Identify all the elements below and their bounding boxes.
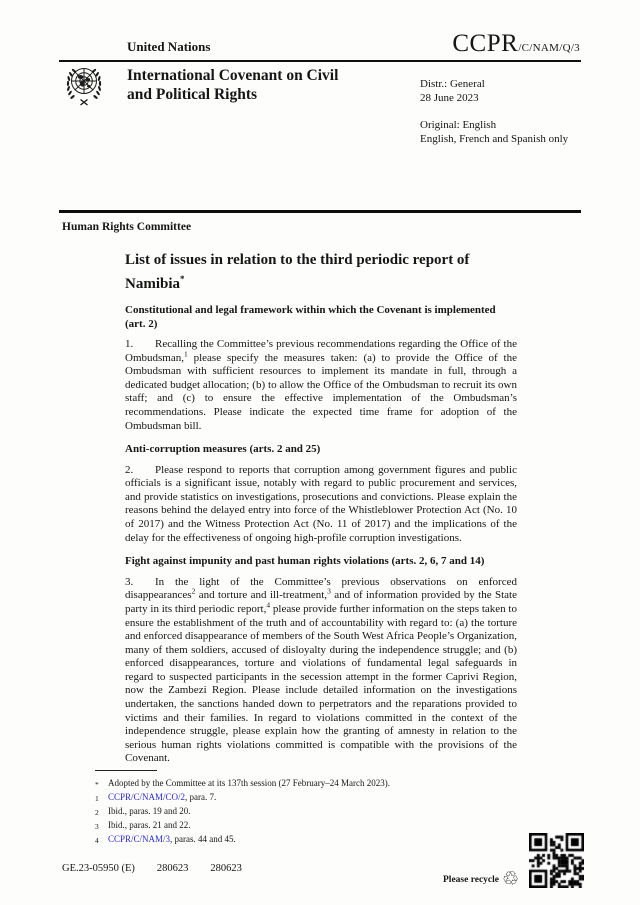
document-symbol-main: CCPR (452, 30, 519, 57)
please-recycle: Please recycle ♲ (443, 868, 520, 890)
footnote-ref: 2 (191, 586, 196, 596)
distribution-info (420, 77, 590, 146)
languages-line: English, French and Spanish only (420, 133, 569, 145)
footnote-1: 1 CCPR/C/NAM/CO/2, para. 7. (95, 792, 217, 803)
section-heading-impunity: Fight against impunity and past human rights violations (arts. 2, 6, 7 and 14) (125, 555, 485, 568)
qr-code (529, 833, 584, 888)
title-footnote-marker: * (180, 274, 185, 284)
footnote-ref: 3 (327, 586, 331, 596)
footnote-ref: 1 (183, 348, 188, 358)
footnote-separator (95, 770, 157, 771)
section-heading-constitutional: Constitutional and legal framework within which the Covenant is implemented (art. 2) (125, 304, 496, 330)
distr-line: Distr.: General (420, 78, 485, 90)
footnote-ref: 4 (266, 600, 271, 610)
paragraph-text: Please respond to reports that corruption among government figures and public officials is a significant issue, notably with regard to public procurement and services, and provide statistics on investigations, prosecutions and convictions. Please explain the reasons behind the delayed entry into force of the Whistleblower Protection Act (No. 10 of 2017) and the Witness Protection Act (No. 11 of 2017) and the implications of the delay for the effectiveness of ongoing high-profile corruption investigations. (125, 463, 517, 544)
document-link[interactable]: CCPR/C/NAM/CO/2 (108, 792, 186, 802)
paragraph-text: Recalling the Committee’s previous recommendations regarding the Office of the Ombudsman,$^1$ please specify the measures taken: (a) to provide the Office of the Ombudsman with sufficient resources to implement its mandate in full, through a dedicated budget allocation; (b) to allow the Office of the Ombudsman to recruit its own staff; and (c) to ensure the effective implementation of the Ombudsman’s recommendations. Please indicate the expected time frame for adoption of the Ombudsman bill. (125, 338, 517, 432)
paragraph-text: In the light of the Committee’s previous observations on enforced disappearances$^2$ and torture and ill-treatment,$^3$ and of information provided by the State party in its third periodic report,$^4$ please provide further information on the steps taken to ensure the establishment of the truth and of accountability with regard to: (a) the torture and enforced disappearance of members of the South West Africa People’s Organization, many of them soldiers, accused of disloyalty during the independence struggle; and (b) enforced disappearances, torture and violations of fundamental legal safeguards in regard to suspected participants in the secession attempt in the former Caprivi Region, now the Zambezi Region. Please include detailed information on the investigations undertaken, the sanctions handed down to perpetrators and the reparations provided to victims and their families. In regard to violations committed in the context of the independence struggle, please explain how the granting of amnesty in relation to the serious human rights violations committed is compatible with the provisions of the Covenant. (125, 575, 518, 765)
original-language-line: Original: English (420, 119, 497, 131)
paragraph-number: 1. (125, 338, 134, 350)
page-title: List of issues in relation to the third periodic report of Namibia* (125, 252, 470, 292)
footnote-4: 4 CCPR/C/NAM/3, paras. 44 and 45. (95, 834, 236, 845)
committee-rule (59, 210, 581, 213)
document-symbol (452, 30, 580, 58)
footnote-3: 3 Ibid., paras. 21 and 22. (95, 820, 191, 831)
footnote-asterisk: * Adopted by the Committee at its 137th session (27 February–24 March 2023). (95, 778, 390, 789)
document-link[interactable]: CCPR/C/NAM/3 (108, 834, 171, 844)
document-symbol-sub: /C/NAM/Q/3 (518, 42, 580, 54)
header-rule (59, 60, 581, 62)
paragraph-3 (125, 576, 517, 766)
footnotes-block (95, 770, 515, 847)
document-body (125, 251, 517, 776)
covenant-title: International Covenant on Civil and Political Rights (127, 67, 339, 103)
paragraph-number: 2. (125, 463, 134, 476)
section-heading-anticorruption: Anti-corruption measures (arts. 2 and 25) (125, 443, 321, 456)
recycle-icon: ♲ (502, 868, 520, 890)
paragraph-number: 3. (125, 575, 134, 588)
un-emblem-icon (62, 64, 106, 114)
ge-document-number: GE.23-05950 (E) 280623 280623 (62, 863, 242, 874)
paragraph-1 (125, 338, 517, 433)
date-line: 28 June 2023 (420, 92, 479, 104)
footnote-2: 2 Ibid., paras. 19 and 20. (95, 806, 191, 817)
org-name: United Nations (127, 39, 211, 54)
committee-name: Human Rights Committee (62, 221, 192, 233)
paragraph-2 (125, 464, 517, 546)
